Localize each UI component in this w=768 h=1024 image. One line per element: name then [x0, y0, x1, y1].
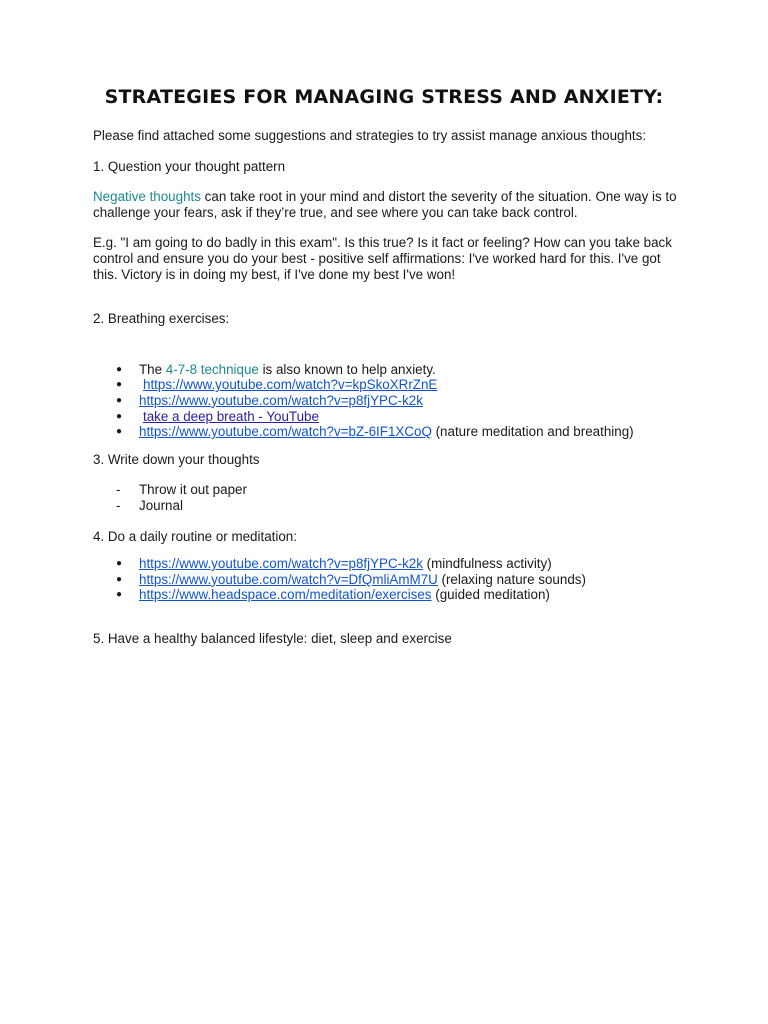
- intro-paragraph: Please find attached some suggestions and strategies to try assist manage anxious thoughts:: [93, 128, 647, 143]
- meditation-list: [93, 556, 683, 603]
- list-item: [93, 409, 683, 425]
- list-item: ● https://www.youtube.com/watch?v=p8fjYPC-k2k (mindfulness activity): [93, 556, 683, 572]
- nature-sounds-link[interactable]: https://www.youtube.com/watch?v=DfQmliAmM7U: [139, 571, 438, 587]
- list-item: ● The 4-7-8 technique is also known to help anxiety.: [93, 362, 683, 378]
- deep-breath-link[interactable]: take a deep breath - YouTube: [143, 408, 319, 424]
- list-item: ● https://www.headspace.com/meditation/exercises (guided meditation): [93, 587, 683, 603]
- document-body: [93, 128, 683, 646]
- section4-heading: 4. Do a daily routine or meditation:: [93, 528, 297, 544]
- negative-thoughts-highlight: Negative thoughts: [93, 189, 201, 205]
- section2-heading: 2. Breathing exercises:: [93, 311, 230, 327]
- technique-highlight: 4-7-8 technique: [165, 361, 259, 377]
- thoughts-list: [93, 482, 683, 513]
- page-title: STRATEGIES FOR MANAGING STRESS AND ANXIETY:: [104, 86, 664, 108]
- youtube-link-1[interactable]: https://www.youtube.com/watch?v=kpSkoXRrZnE: [143, 377, 438, 393]
- list-item: [93, 424, 683, 440]
- headspace-link[interactable]: https://www.headspace.com/meditation/exercises: [139, 587, 432, 603]
- breathing-list: [93, 362, 683, 440]
- section5-heading: 5. Have a healthy balanced lifestyle: diet, sleep and exercise: [93, 630, 452, 646]
- youtube-link-2[interactable]: https://www.youtube.com/watch?v=p8fjYPC-k2k: [139, 392, 423, 408]
- section1-paragraph1: [93, 189, 683, 220]
- section1-paragraph2: E.g. "I am going to do badly in this exam". Is this true? Is it fact or feeling? How can you take back control and ensure you do your best - positive self affirmations: I've worked hard for this. I've got this. Victory is in doing my best, if I've done my best I've won!: [93, 235, 672, 282]
- section1-heading: 1. Question your thought pattern: [93, 158, 286, 174]
- list-item: [93, 393, 683, 409]
- section1-paragraph1-text: can take root in your mind and distort the severity of the situation. One way is to challenge your fears, ask if they’re true, and see where you can take back control.: [93, 189, 677, 220]
- section3-heading: 3. Write down your thoughts: [93, 451, 260, 467]
- youtube-link-3[interactable]: https://www.youtube.com/watch?v=bZ-6IF1XCoQ: [139, 424, 432, 440]
- list-item: ● https://www.youtube.com/watch?v=DfQmliAmM7U (relaxing nature sounds): [93, 572, 683, 588]
- list-item: [93, 377, 683, 393]
- mindfulness-link[interactable]: https://www.youtube.com/watch?v=p8fjYPC-k2k: [139, 556, 423, 572]
- link-note: (nature meditation and breathing): [431, 424, 634, 440]
- list-item: - Throw it out paper: [93, 482, 683, 498]
- list-item: - Journal: [93, 498, 683, 514]
